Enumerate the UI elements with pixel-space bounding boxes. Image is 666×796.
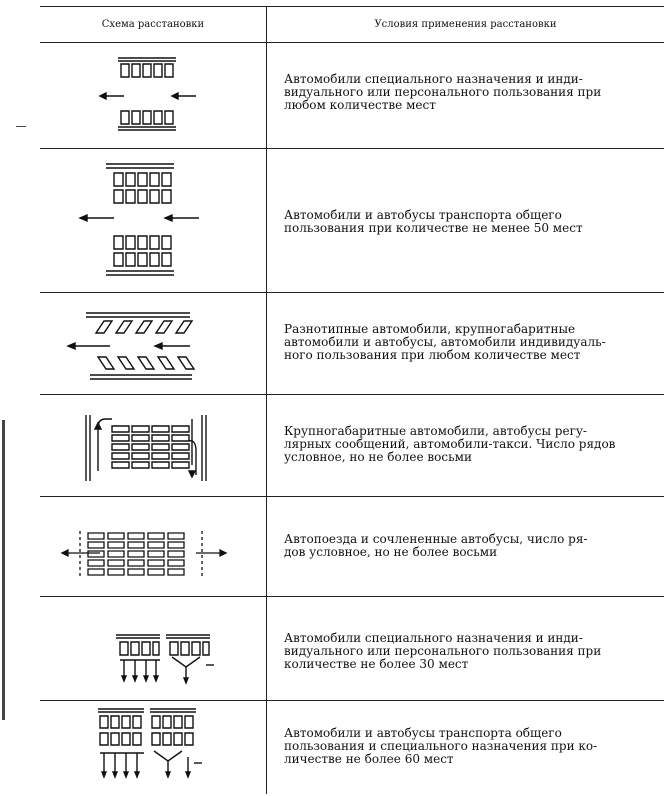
parking-scheme-grid-drive-through-icon [40, 395, 266, 496]
row-1-conditions [284, 73, 658, 112]
row-4-line-2: лярных сообщений, автомобили-такси. Число рядов [284, 437, 616, 451]
row-4-conditions [284, 425, 658, 464]
row-4-line-1: Крупногабаритные автомобили, автобусы регу- [284, 424, 587, 438]
row-1-line-1: Автомобили специального назначения и инди- [284, 72, 583, 86]
parking-scheme-angled-rows-icon [40, 293, 266, 394]
row-7-conditions [284, 727, 658, 766]
row-4-line-3: условное, но не более восьми [284, 450, 472, 464]
row-7-line-2: пользования и специального назначения при ко- [284, 739, 598, 753]
column-header-conditions: Условия применения расстановки [374, 18, 557, 30]
row-7-line-1: Автомобили и автобусы транспорта общего [284, 726, 562, 740]
row-6-conditions [284, 632, 658, 671]
binding-edge-mark [2, 420, 5, 720]
parking-scheme-dead-end-two-blocks-icon [40, 597, 266, 700]
column-header-scheme: Схема расстановки [101, 18, 205, 30]
row-3-conditions [284, 323, 658, 362]
column-divider [266, 6, 267, 794]
row-6-line-2: видуального или персонального пользования при [284, 644, 602, 658]
row-3-line-2: автомобили и автобусы, автомобили индивидуаль- [284, 335, 606, 349]
parking-schemes-table [40, 6, 664, 794]
row-7-line-3: личестве не более 60 мест [284, 752, 454, 766]
parking-scheme-two-rows-perpendicular-icon [40, 43, 266, 148]
row-2-line-1: Автомобили и автобусы транспорта общего [284, 208, 562, 222]
row-6-line-1: Автомобили специального назначения и инди- [284, 631, 583, 645]
row-2-line-2: пользования при количестве не менее 50 мест [284, 221, 583, 235]
parking-scheme-dead-end-double-blocks-icon [40, 701, 266, 794]
table-top-rule [40, 6, 664, 7]
row-2-conditions [284, 209, 658, 235]
parking-scheme-road-trains-grid-icon [40, 497, 266, 596]
row-3-line-3: ного пользования при любом количестве мест [284, 348, 581, 362]
row-5-line-2: дов условное, но не более восьми [284, 545, 498, 559]
row-1-line-3: любом количестве мест [284, 98, 436, 112]
row-5-line-1: Автопоезда и сочлененные автобусы, число ря- [284, 532, 588, 546]
row-6-line-3: количестве не более 30 мест [284, 657, 469, 671]
binding-edge-mark [16, 126, 26, 127]
row-1-line-2: видуального или персонального пользования при [284, 85, 602, 99]
row-3-line-1: Разнотипные автомобили, крупногабаритные [284, 322, 576, 336]
parking-scheme-four-rows-perpendicular-icon [40, 149, 266, 292]
row-5-conditions [284, 533, 658, 559]
